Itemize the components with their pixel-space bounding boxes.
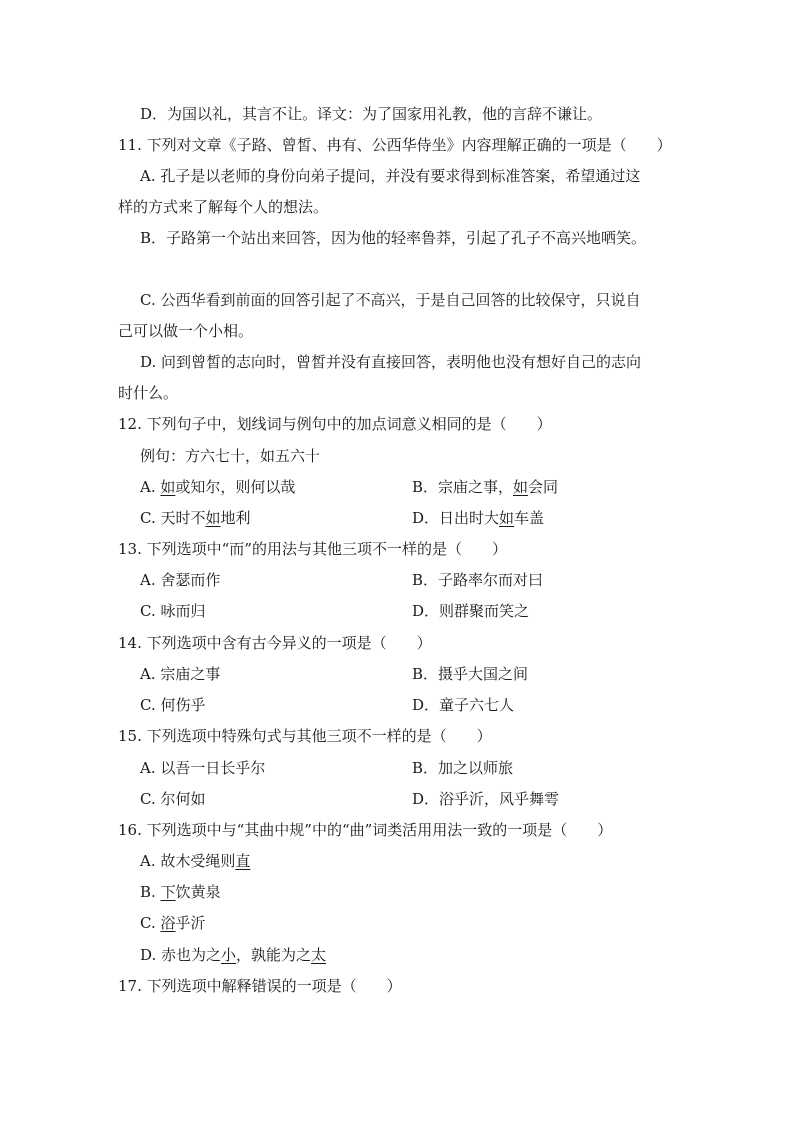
q15-option-a: A. 以吾一日长乎尔 (140, 759, 266, 777)
q13-option-a: A. 舍瑟而作 (140, 571, 221, 589)
q11-option-b: B．子路第一个站出来回答，因为他的轻率鲁莽，引起了孔子不高兴地哂笑。 (140, 229, 647, 247)
q14-stem: 14. 下列选项中含有古今异义的一项是（ ） (118, 634, 432, 652)
q16-option-a: A. 故木受绳则直 (140, 852, 251, 870)
q14-option-a: A. 宗庙之事 (140, 665, 221, 683)
q14-option-b: B．摄乎大国之间 (412, 665, 529, 683)
q10-option-d: D．为国以礼，其言不让。译文：为了国家用礼教，他的言辞不谦让。 (140, 105, 603, 123)
underlined-word: 如 (513, 478, 529, 496)
q11-stem: 11. 下列对文章《子路、曾皙、冉有、公西华侍坐》内容理解正确的一项是（ ） (118, 136, 672, 154)
q15-stem: 15. 下列选项中特殊句式与其他三项不一样的是（ ） (118, 727, 492, 745)
underlined-word: 小 (221, 946, 237, 964)
q16-option-c: C. 浴乎沂 (140, 914, 206, 932)
underlined-word: 如 (205, 509, 221, 527)
underlined-word: 太 (311, 946, 327, 964)
q11-option-c-line2: 己可以做一个小相。 (118, 322, 254, 340)
q13-stem: 13. 下列选项中“而”的用法与其他三项不一样的是（ ） (118, 540, 507, 558)
q14-option-c: C. 何伤乎 (140, 696, 206, 714)
q16-stem: 16. 下列选项中与“其曲中规”中的“曲”词类活用用法一致的一项是（ ） (118, 821, 613, 839)
q12-option-b: B．宗庙之事，如会同 (412, 478, 559, 496)
underlined-word: 直 (235, 852, 251, 870)
q11-option-d-line1: D. 问到曾皙的志向时，曾皙并没有直接回答，表明他也没有想好自己的志向 (140, 353, 642, 371)
q15-option-b: B．加之以师旅 (412, 759, 514, 777)
q12-option-d: D．日出时大如车盖 (412, 509, 545, 527)
q17-stem: 17. 下列选项中解释错误的一项是（ ） (118, 977, 402, 995)
q13-option-d: D．则群聚而笑之 (412, 602, 530, 620)
underlined-word: 如 (499, 509, 515, 527)
q13-option-b: B．子路率尔而对曰 (412, 571, 544, 589)
underlined-word: 浴 (160, 914, 176, 932)
q16-option-d: D. 赤也为之小，孰能为之太 (140, 946, 327, 964)
q15-option-d: D．浴乎沂，风乎舞雩 (412, 790, 560, 808)
q11-option-c-line1: C. 公西华看到前面的回答引起了不高兴，于是自己回答的比较保守，只说自 (140, 291, 641, 309)
q11-option-a-line1: A. 孔子是以老师的身份向弟子提问，并没有要求得到标准答案，希望通过这 (140, 167, 641, 185)
underlined-word: 如 (160, 478, 176, 496)
q12-option-c: C. 天时不如地利 (140, 509, 251, 527)
q12-stem: 12. 下列句子中，划线词与例句中的加点词意义相同的是（ ） (118, 415, 552, 433)
q14-option-d: D．童子六七人 (412, 696, 515, 714)
q11-option-a-line2: 样的方式来了解每个人的想法。 (118, 198, 329, 216)
q11-option-d-line2: 时什么。 (118, 384, 179, 402)
q15-option-c: C. 尔何如 (140, 790, 206, 808)
q13-option-c: C. 咏而归 (140, 602, 206, 620)
q12-example: 例句：方六七十，如五六十 (140, 447, 321, 465)
q16-option-b: B. 下饮黄泉 (140, 883, 221, 901)
q12-option-a: A. 如或知尔，则何以哉 (140, 478, 296, 496)
underlined-word: 下 (160, 883, 176, 901)
